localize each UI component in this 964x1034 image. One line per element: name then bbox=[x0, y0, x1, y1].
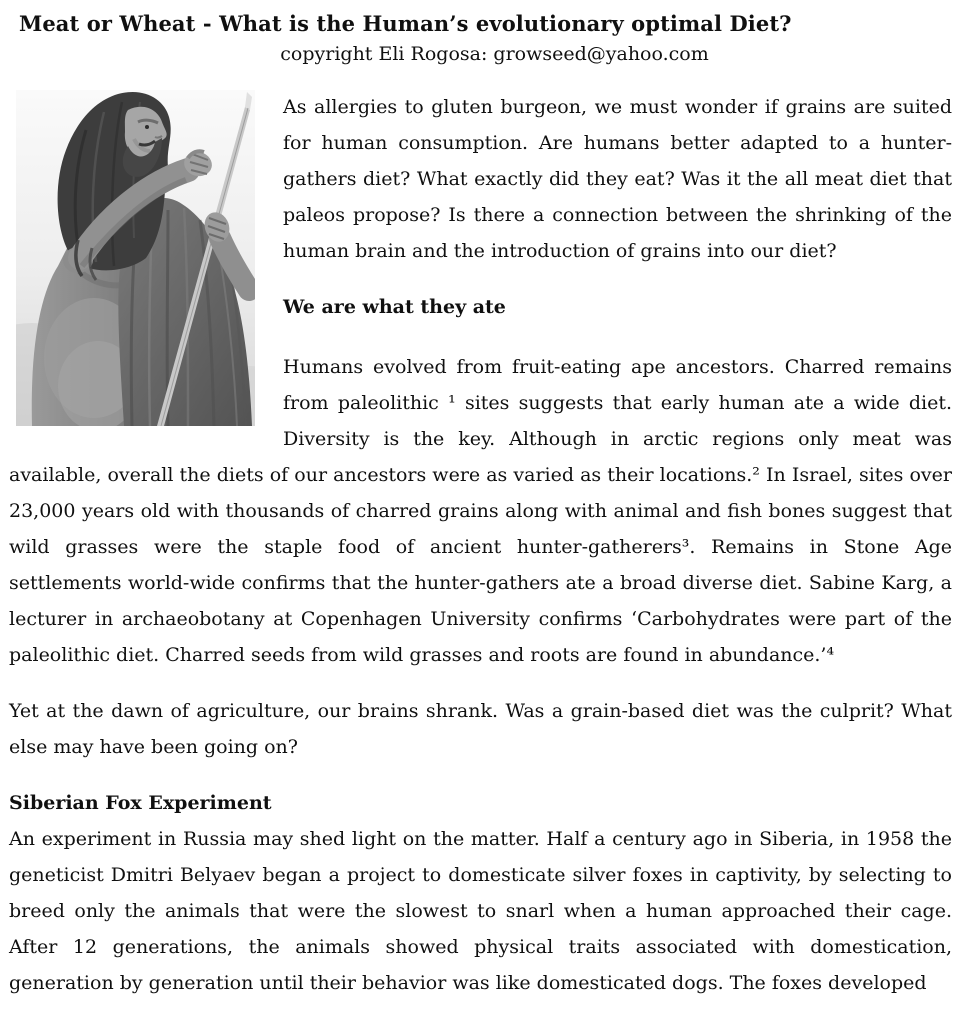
byline: copyright Eli Rogosa: growseed@yahoo.com bbox=[280, 43, 709, 65]
heading-we-are-what-they-ate: We are what they ate bbox=[283, 296, 506, 318]
page-title: Meat or Wheat - What is the Human’s evolutionary optimal Diet? bbox=[19, 11, 792, 36]
heading-siberian-fox-experiment: Siberian Fox Experiment bbox=[9, 792, 272, 814]
paragraph-intro: As allergies to gluten burgeon, we must wonder if grains are suited for human consumption. Are humans better adapted to a hunter-gathers diet? What exactly did they eat? Was it the all meat diet that paleos propose? Is there a connection between the shrinking of the human brain and the introduction of grains into our diet? bbox=[283, 96, 952, 262]
paragraph-brains-shrank: Yet at the dawn of agriculture, our brains shrank. Was a grain-based diet was the culprit? What else may have been going on? bbox=[9, 700, 952, 758]
paragraph-ancestral-diet: Humans evolved from fruit-eating ape ancestors. Charred remains from paleolithic ¹ sites suggests that early human ate a wide diet. Diversity is the key. Although in arctic regions only meat was available, overall the diets of our ancestors were as varied as their locations.² In Israel, sites over 23,000 years old with thousands of charred grains along with animal and fish bones suggest that wild grasses were the staple food of ancient hunter-gatherers³. Remains in Stone Age settlements world-wide confirms that the hunter-gathers ate a broad diverse diet. Sabine Karg, a lecturer in archaeobotany at Copenhagen University confirms ‘Carbohydrates were part of the paleolithic diet. Charred seeds from wild grasses and roots are found in abundance.’⁴ bbox=[9, 356, 952, 666]
article-body bbox=[9, 89, 952, 1001]
neanderthal-photo bbox=[16, 90, 255, 426]
neanderthal-illustration bbox=[16, 90, 255, 426]
paragraph-fox-experiment: An experiment in Russia may shed light on the matter. Half a century ago in Siberia, in 1958 the geneticist Dmitri Belyaev began a project to domesticate silver foxes in captivity, by selecting to breed only the animals that were the slowest to snarl when a human approached their cage. After 12 generations, the animals showed physical traits associated with domestication, generation by generation until their behavior was like domesticated dogs. The foxes developed bbox=[9, 828, 952, 994]
